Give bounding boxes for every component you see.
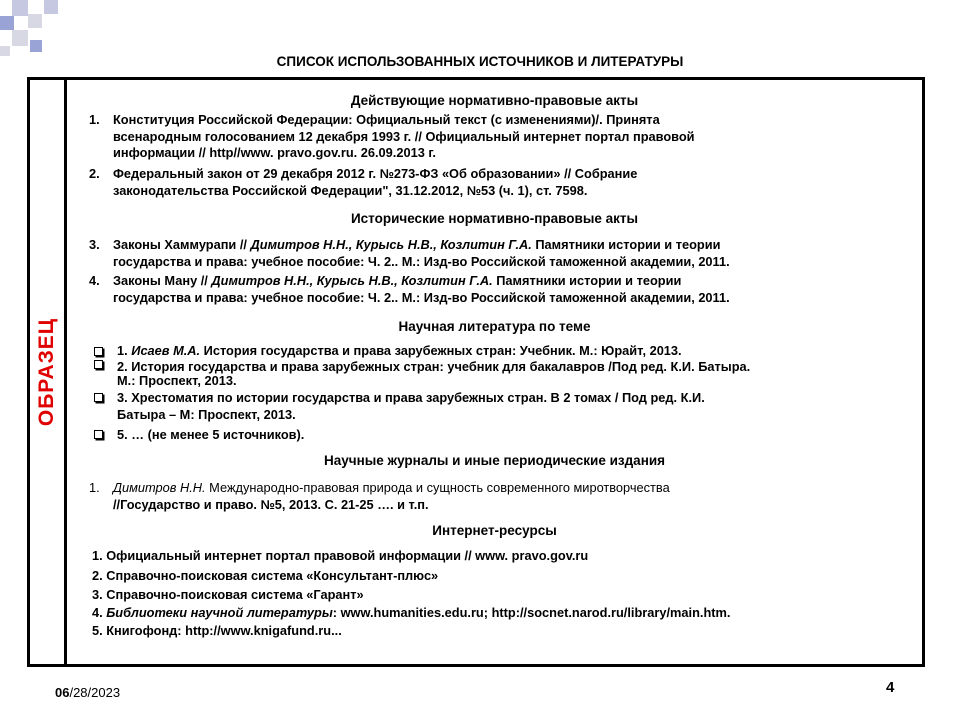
list-item: 5. Книгофонд: http://www.knigafund.ru...	[92, 623, 342, 638]
list-item: 3. Справочно-поисковая система «Гарант»	[92, 587, 364, 602]
list-item: 2. Справочно-поисковая система «Консультант-плюс»	[92, 568, 439, 583]
reference-content: Действующие нормативно-правовые акты 1. Конституция Российской Федерации: Официальный текст (с изменениями)/. Принята всенародным голосованием 12 декабря 1993 г. // Официальный интернет портал правовой информации // http//www. pravo.gov.ru. 26.09.2013 г. 2. Федеральный закон от 29 декабря 2012 г. №273-ФЗ «Об образовании» // Собрание законодательства Российской Федерации", 31.12.2012, №53 (ч. 1), ст. 7598. Исторические нормативно-правовые акты 3. Законы Хаммурапи // Димитров Н.Н., Курысь Н.В., Козлитин Г.А. Памятники истории и теории государства и права: учебное пособие: Ч. 2.. М.: Изд-во Российской таможенной академии, 2011. 4. Законы Ману // Димитров Н.Н., Курысь Н.В., Козлитин Г.А. Памятники истории и теории государства и права: учебное пособие: Ч. 2.. М.: Изд-во Российской таможенной академии, 2011. Научная литература по теме 1. Исаев М.А. История государства и права зарубежных стран: Учебник. М.: Юрайт, 2013. 2. История государства и права зарубежных стран: учебник для бакалавров /Под ред. К.И. Батыра. М.: Проспект, 2013. 3. Хрестоматия по истории государства и права зарубежных стран. В 2 томах / Под ред. К.И. Батыра – М: Проспект, 2013. 5. … (не менее 5 источников). Научные журналы и иные периодические издания 1. Димитров Н.Н. Международно-правовая природа и сущность современного миротворчества //Государство и право. №5, 2013. С. 21-25 …. и т.п. Интернет-ресурсы 1. Официальный интернет портал правовой информации // www. pravo.gov.ru 2. Справочно-поисковая система «Консультант-плюс» 3. Справочно-поисковая система «Гарант» 4. Библиотеки научной литературы: www.humanities.edu.ru; http://socnet.narod.ru/library/main.htm. 5. Книгофонд: http://www.knigafund.ru...	[67, 80, 922, 664]
list-item: 1. Официальный интернет портал правовой информации // www. pravo.gov.ru	[92, 548, 589, 563]
footer-date: 06/28/2023	[55, 685, 121, 700]
sample-label: ОБРАЗЕЦ	[35, 317, 58, 427]
checkbox-bullet-icon	[94, 430, 103, 439]
corner-decoration	[0, 0, 70, 60]
heading-journals: Научные журналы и иные периодические издания	[323, 453, 666, 468]
heading-internet-resources: Интернет-ресурсы	[432, 523, 557, 538]
heading-historical-acts: Исторические нормативно-правовые акты	[350, 211, 639, 226]
checkbox-bullet-icon	[94, 393, 103, 402]
reference-list-frame	[27, 77, 925, 667]
heading-scientific-literature: Научная литература по теме	[398, 319, 591, 334]
page-number: 4	[886, 679, 895, 696]
page-title: СПИСОК ИСПОЛЬЗОВАННЫХ ИСТОЧНИКОВ И ЛИТЕРАТУРЫ	[276, 54, 684, 69]
heading-current-acts: Действующие нормативно-правовые акты	[350, 93, 639, 108]
sample-sidebar	[30, 80, 67, 664]
list-item: 4. Библиотеки научной литературы: www.humanities.edu.ru; http://socnet.narod.ru/library/main.htm.	[92, 605, 731, 620]
checkbox-bullet-icon	[94, 347, 103, 356]
checkbox-bullet-icon	[94, 360, 103, 369]
